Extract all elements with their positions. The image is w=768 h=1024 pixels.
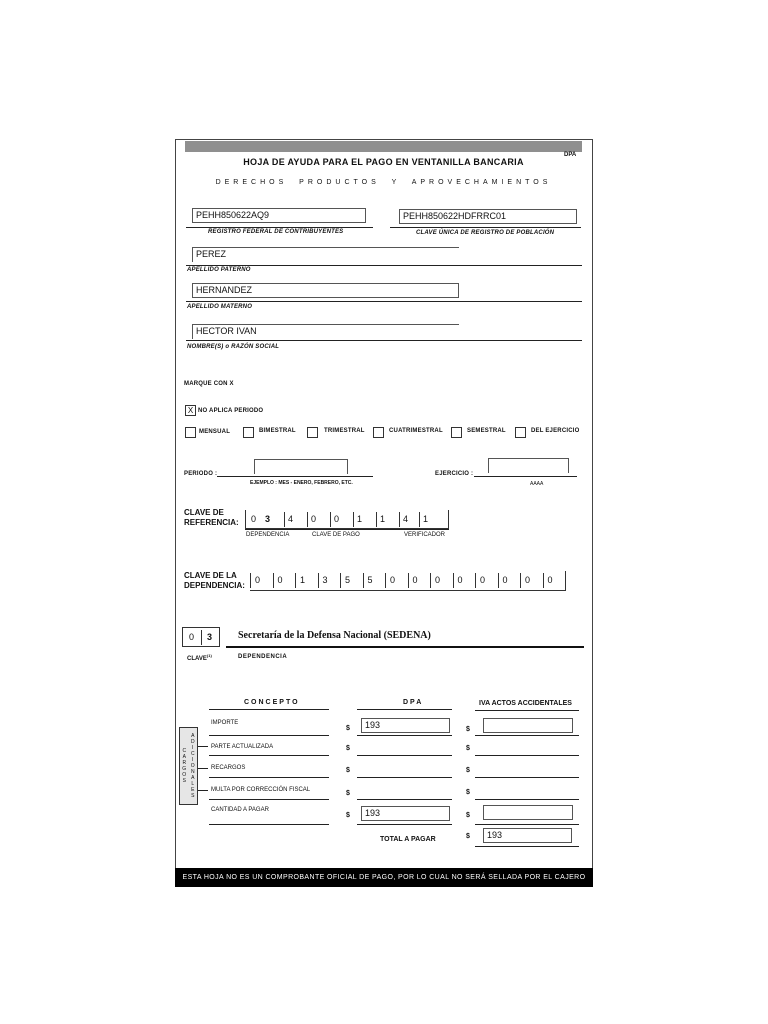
parte-actualizada-dpa-field[interactable] [357, 755, 452, 756]
clave-referencia-label [184, 508, 239, 528]
bracket-line-1 [198, 746, 208, 747]
row-line [209, 824, 329, 825]
dep-digit: 0 [498, 573, 521, 588]
form-code: DPA [564, 152, 577, 158]
col-iva-header: IVA ACTOS ACCIDENTALES [479, 700, 572, 707]
ref-digit: 0 [307, 512, 330, 527]
mensual-label: MENSUAL [199, 429, 231, 435]
dpa-currency: $ [346, 767, 350, 774]
no-aplica-label: NO APLICA PERIODO [198, 408, 264, 414]
dpa-header-line [357, 709, 452, 710]
clave-dependencia-boxes[interactable] [250, 571, 566, 591]
cantidad-iva-field[interactable] [483, 805, 573, 820]
concepto-header-line [209, 709, 329, 710]
iva-currency: $ [466, 789, 470, 796]
total-currency: $ [466, 833, 470, 840]
dpa-currency: $ [346, 812, 350, 819]
dependencia-clave-boxes[interactable] [182, 627, 220, 647]
dep-digit: 0 [273, 573, 296, 588]
clave-dependencia-line2: DEPENDENCIA: [184, 581, 245, 590]
trimestral-checkbox[interactable] [307, 427, 318, 438]
row-line [209, 755, 329, 756]
footer-disclaimer: ESTA HOJA NO ES UN COMPROBANTE OFICIAL DE PAGO, POR LO CUAL NO SERÁ SELLADA POR EL CAJERO [175, 868, 593, 887]
row-label-recargos: RECARGOS [211, 765, 246, 771]
dep-digit: 0 [475, 573, 498, 588]
nombre-field[interactable]: HECTOR IVAN [192, 324, 459, 339]
iva-currency: $ [466, 812, 470, 819]
rfc-label: REGISTRO FEDERAL DE CONTRIBUYENTES [208, 229, 344, 235]
ejercicio-hint: AAAA [530, 481, 544, 487]
dep-digit: 0 [543, 573, 566, 588]
cargos-adicionales-box [179, 727, 198, 805]
row-line [357, 735, 452, 736]
paterno-underline [186, 265, 582, 266]
del-ejercicio-label: DEL EJERCICIO [531, 428, 580, 434]
dep-clave-digit: 3 [201, 630, 219, 645]
dep-digit: 0 [408, 573, 431, 588]
ref-sub-clave-pago: CLAVE DE PAGO [312, 532, 360, 538]
semestral-label: SEMESTRAL [467, 428, 506, 434]
bracket-line-3 [198, 790, 208, 791]
cuatrimestral-checkbox[interactable] [373, 427, 384, 438]
cargos-label: CARGOS [181, 748, 188, 784]
dep-clave-digit: 0 [189, 631, 195, 642]
iva-header-line [475, 710, 579, 711]
dep-digit: 5 [363, 573, 386, 588]
dep-digit: 5 [340, 573, 363, 588]
marque-con-x-label: MARQUE CON X [184, 381, 234, 387]
col-concepto-header: CONCEPTO [244, 699, 300, 706]
apellido-paterno-label: APELLIDO PATERNO [187, 267, 251, 273]
bracket-line-2 [198, 768, 208, 769]
row-line [475, 735, 579, 736]
importe-iva-field[interactable] [483, 718, 573, 733]
ejercicio-field[interactable] [488, 458, 569, 473]
periodo-example: EJEMPLO : MES - ENERO, FEBRERO, ETC. [250, 480, 353, 486]
trimestral-label: TRIMESTRAL [324, 428, 365, 434]
dependencia-underline [226, 646, 584, 648]
row-label-multa: MULTA POR CORRECCIÓN FISCAL [211, 787, 311, 793]
dep-digit: 3 [318, 573, 341, 588]
del-ejercicio-checkbox[interactable] [515, 427, 526, 438]
total-underline [475, 846, 579, 847]
adicionales-label: ADICIONALES [189, 733, 196, 799]
multa-dpa-field[interactable] [357, 799, 452, 800]
row-line [209, 777, 329, 778]
periodo-field[interactable] [254, 459, 348, 474]
form-title: HOJA DE AYUDA PARA EL PAGO EN VENTANILLA BANCARIA [243, 157, 524, 167]
ref-underline [245, 529, 449, 530]
curp-field[interactable]: PEHH850622HDFRRC01 [399, 209, 577, 224]
clave-dependencia-line1: CLAVE DE LA [184, 571, 237, 580]
cantidad-dpa-field[interactable]: 193 [361, 806, 450, 821]
iva-currency: $ [466, 726, 470, 733]
col-dpa-header: DPA [403, 699, 424, 706]
total-field[interactable]: 193 [483, 828, 572, 843]
apellido-materno-label: APELLIDO MATERNO [187, 304, 253, 310]
recargos-dpa-field[interactable] [357, 777, 452, 778]
ref-digit: 0 [251, 513, 257, 524]
clave-referencia-line1: CLAVE DE [184, 508, 224, 517]
bimestral-label: BIMESTRAL [259, 428, 296, 434]
importe-dpa-field[interactable]: 193 [361, 718, 450, 733]
ref-digit: 4 [284, 512, 307, 527]
curp-underline [390, 227, 581, 228]
apellido-paterno-field[interactable]: PEREZ [192, 247, 459, 262]
no-aplica-checkbox[interactable]: X [185, 405, 196, 416]
dpa-currency: $ [346, 725, 350, 732]
top-bar [185, 141, 582, 152]
row-line [209, 735, 329, 736]
multa-iva-field[interactable] [475, 799, 579, 800]
ref-sub-verificador: VERIFICADOR [404, 532, 446, 538]
dependencia-name: Secretaría de la Defensa Nacional (SEDENA) [238, 630, 431, 641]
dep-digit: 0 [520, 573, 543, 588]
dep-digit: 0 [453, 573, 476, 588]
ref-digit: 1 [419, 512, 437, 527]
dep-digit: 0 [385, 573, 408, 588]
rfc-underline [186, 227, 373, 228]
clave-referencia-boxes[interactable] [245, 510, 449, 529]
row-line [357, 824, 452, 825]
periodo-label: PERIODO : [184, 471, 218, 477]
materno-underline [186, 301, 582, 302]
row-label-cantidad: CANTIDAD A PAGAR [211, 807, 269, 813]
iva-currency: $ [466, 767, 470, 774]
ref-digit: 3 [265, 513, 271, 524]
iva-currency: $ [466, 745, 470, 752]
ref-sub-dependencia: DEPENDENCIA [246, 532, 290, 538]
clave-label [187, 653, 212, 662]
form-subtitle: DERECHOS PRODUCTOS Y APROVECHAMIENTOS [215, 179, 552, 186]
ref-digit: 0 [330, 512, 353, 527]
dpa-currency: $ [346, 745, 350, 752]
nombre-label: NOMBRE(S) o RAZÓN SOCIAL [187, 344, 280, 350]
dep-digit: 0 [430, 573, 453, 588]
dep-digit: 0 [250, 573, 273, 588]
clave-dependencia-label [184, 571, 245, 591]
semestral-checkbox[interactable] [451, 427, 462, 438]
curp-label: CLAVE ÚNICA DE REGISTRO DE POBLACIÓN [416, 230, 555, 236]
apellido-materno-field[interactable]: HERNANDEZ [192, 283, 459, 298]
row-label-importe: IMPORTE [211, 720, 239, 726]
dpa-currency: $ [346, 790, 350, 797]
cuatrimestral-label: CUATRIMESTRAL [389, 428, 443, 434]
clave-label-text: CLAVE [187, 656, 207, 662]
ref-digit: 1 [353, 512, 376, 527]
ejercicio-label: EJERCICIO : [435, 471, 474, 477]
clave-referencia-line2: REFERENCIA: [184, 518, 239, 527]
mensual-checkbox[interactable] [185, 427, 196, 438]
ref-digit: 4 [399, 512, 419, 527]
total-label: TOTAL A PAGAR [380, 836, 436, 843]
ejercicio-underline [474, 476, 577, 477]
row-line [475, 824, 579, 825]
dep-digit: 1 [295, 573, 318, 588]
row-label-parte-actualizada: PARTE ACTUALIZADA [211, 744, 274, 750]
rfc-field[interactable]: PEHH850622AQ9 [192, 208, 366, 223]
parte-actualizada-iva-field[interactable] [475, 755, 579, 756]
dependencia-label: DEPENDENCIA [238, 654, 288, 660]
recargos-iva-field[interactable] [475, 777, 579, 778]
bimestral-checkbox[interactable] [243, 427, 254, 438]
periodo-underline [217, 476, 373, 477]
ref-digit: 1 [376, 512, 399, 527]
row-line [209, 799, 329, 800]
nombre-underline [186, 340, 582, 341]
clave-footnote: (1) [206, 653, 212, 658]
